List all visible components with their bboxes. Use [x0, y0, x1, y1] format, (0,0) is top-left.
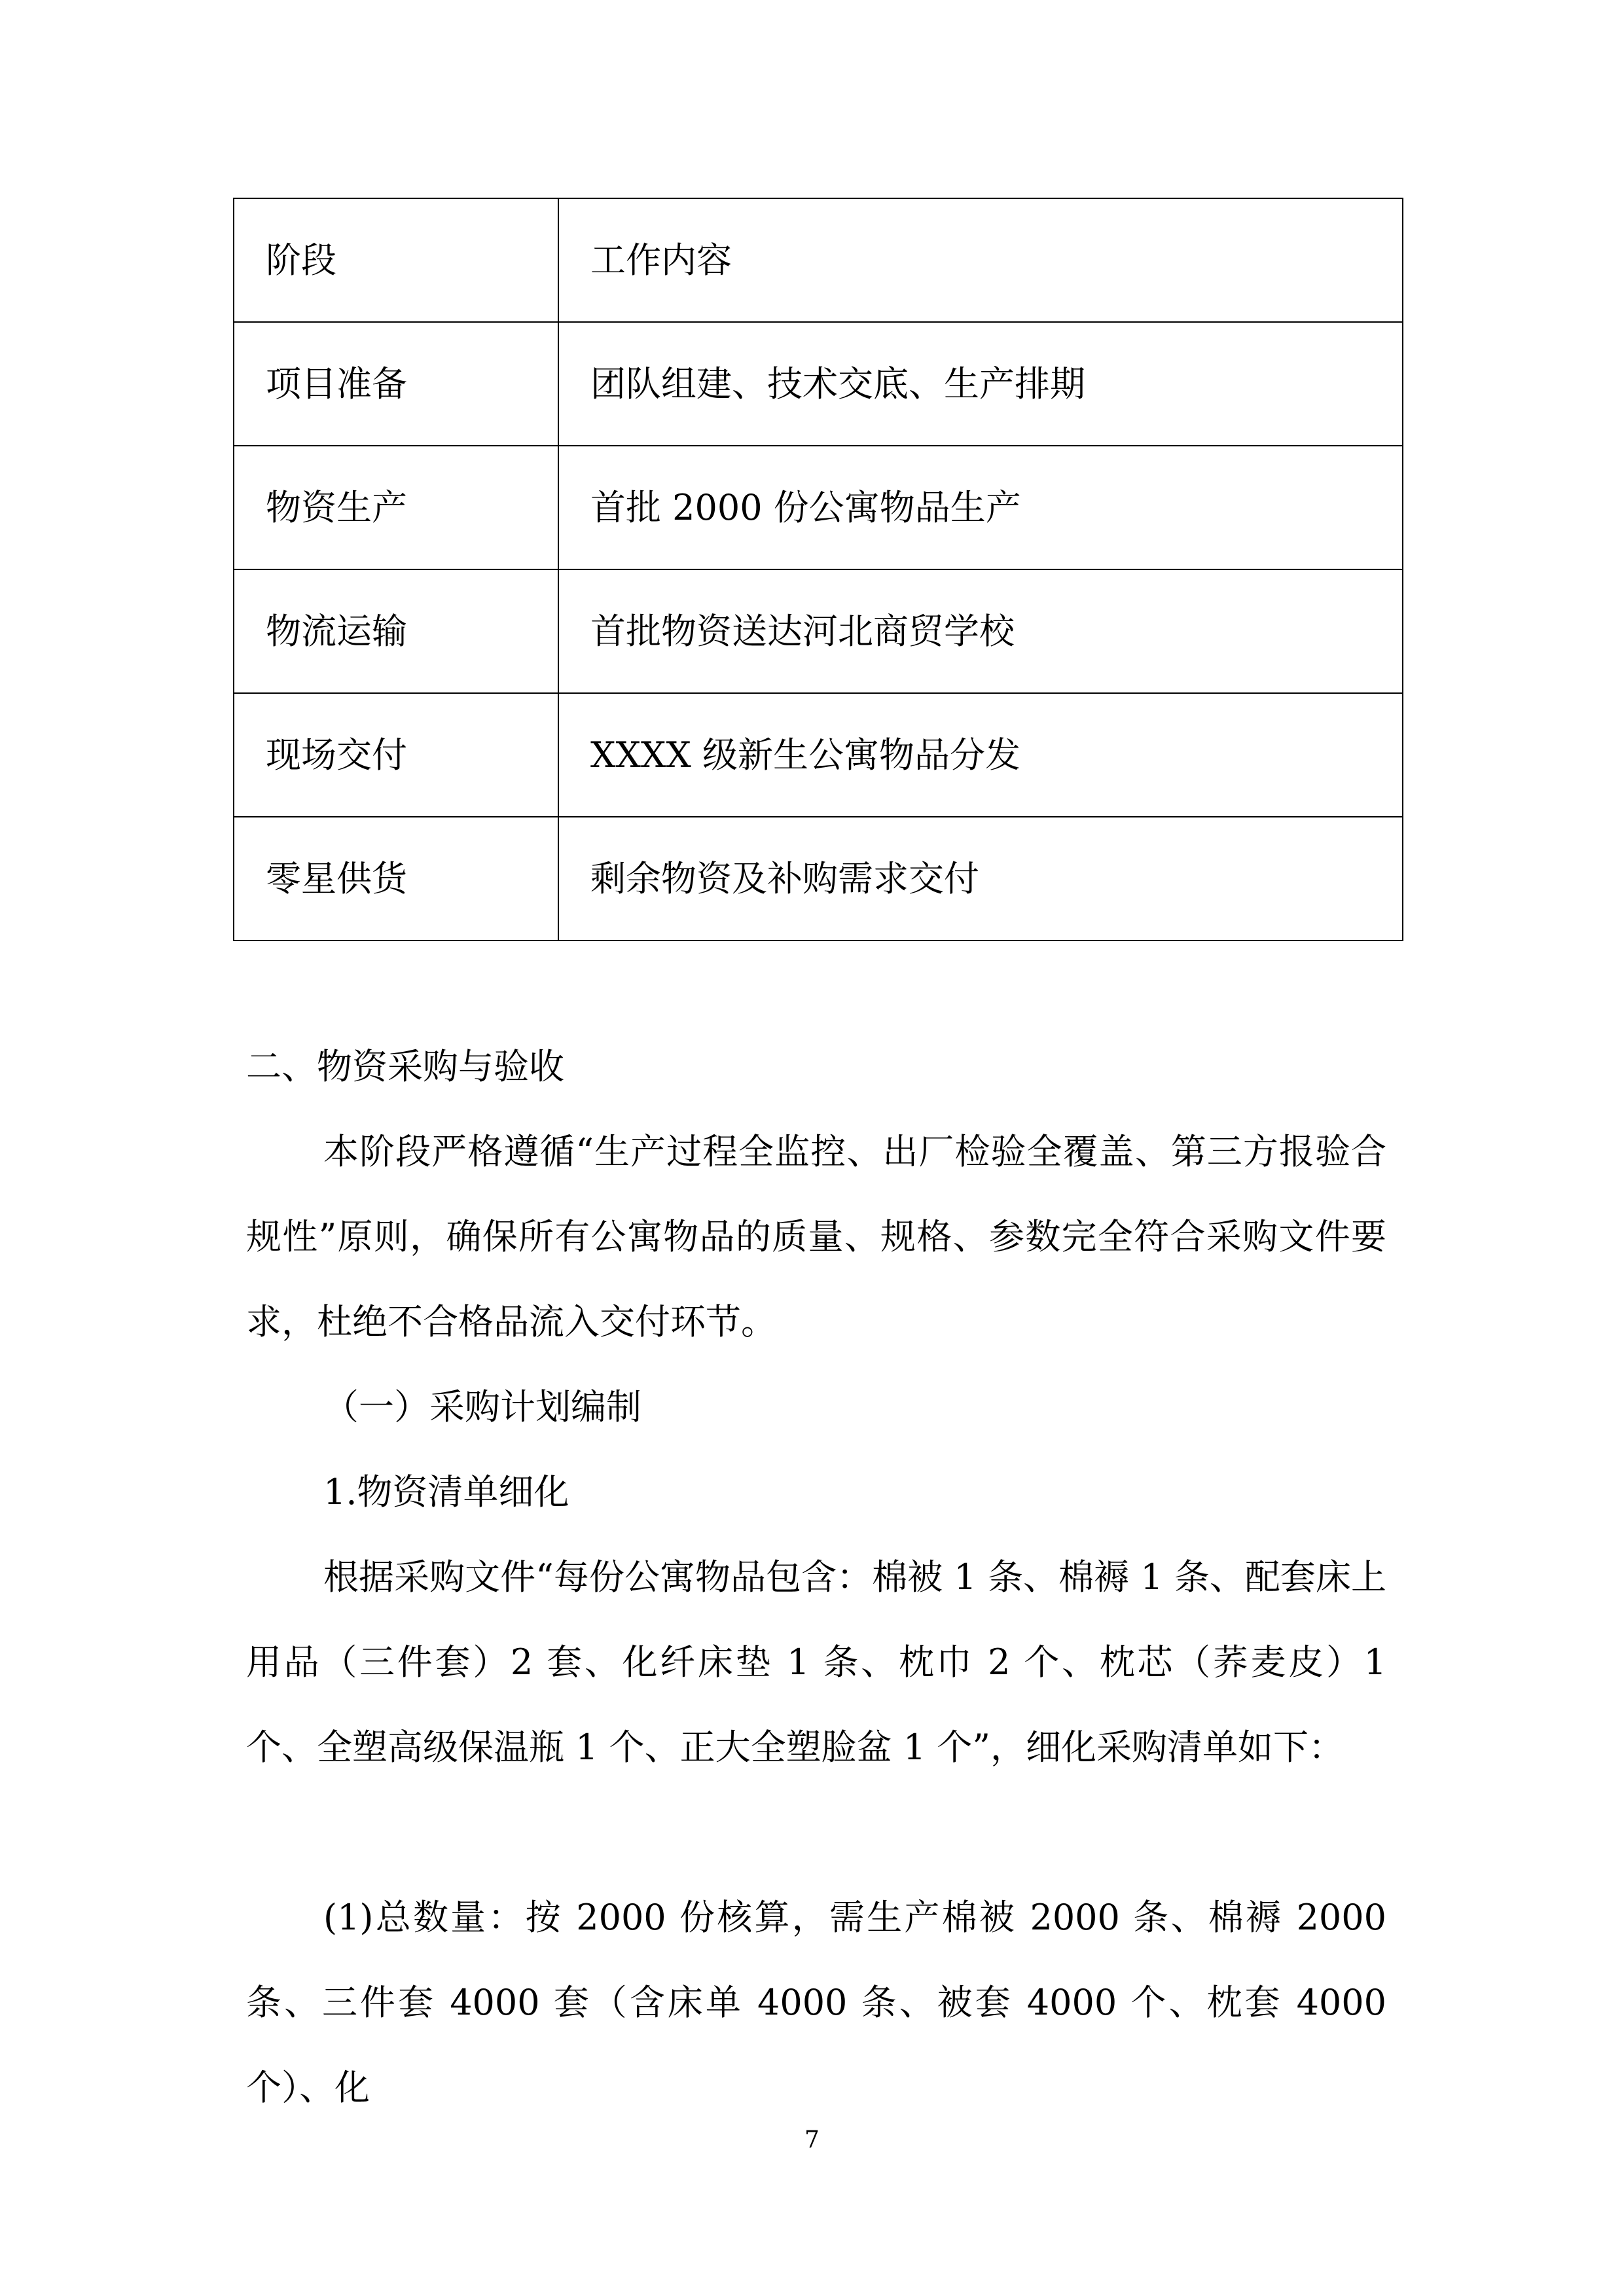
- list-intro-paragraph: 根据采购文件“每份公寓物品包含：棉被 1 条、棉褥 1 条、配套床上用品（三件套）2 套、化纤床垫 1 条、枕巾 2 个、枕芯（荞麦皮）1 个、全塑高级保温瓶 1 个、正大全塑脸盆 1 个”，细化采购清单如下：: [246, 1556, 1386, 1768]
- table-header-cell: 阶段: [234, 198, 558, 322]
- table-row: [234, 569, 1403, 693]
- table-cell-content: 首批 2000 份公寓物品生产: [558, 446, 1403, 569]
- table-header-row: [234, 198, 1403, 322]
- section-heading: 二、物资采购与验收: [246, 1046, 564, 1087]
- table-cell-stage: 零星供货: [234, 817, 558, 941]
- schedule-table: [233, 198, 1403, 941]
- table-cell-content: 剩余物资及补购需求交付: [558, 817, 1403, 941]
- table-row: [234, 817, 1403, 941]
- table-row: [234, 322, 1403, 446]
- table-header-cell: 工作内容: [558, 198, 1403, 322]
- table-cell-content: XXXX 级新生公寓物品分发: [558, 693, 1403, 817]
- table-cell-stage: 现场交付: [234, 693, 558, 817]
- sub-heading: （一）采购计划编制: [323, 1386, 641, 1427]
- item-1-paragraph: (1)总数量：按 2000 份核算，需生产棉被 2000 条、棉褥 2000 条、三件套 4000 套（含床单 4000 条、被套 4000 个、枕套 4000 个）、化: [246, 1897, 1386, 2108]
- table-row: [234, 693, 1403, 817]
- item-heading: 1.物资清单细化: [323, 1471, 569, 1513]
- table-cell-stage: 物资生产: [234, 446, 558, 569]
- table-cell-stage: 项目准备: [234, 322, 558, 446]
- table-cell-content: 团队组建、技术交底、生产排期: [558, 322, 1403, 446]
- table-cell-stage: 物流运输: [234, 569, 558, 693]
- table-cell-content: 首批物资送达河北商贸学校: [558, 569, 1403, 693]
- table-row: [234, 446, 1403, 569]
- intro-paragraph: 本阶段严格遵循“生产过程全监控、出厂检验全覆盖、第三方报验合规性”原则，确保所有公寓物品的质量、规格、参数完全符合采购文件要求，杜绝不合格品流入交付环节。: [246, 1131, 1386, 1342]
- page-number: 7: [804, 2126, 820, 2153]
